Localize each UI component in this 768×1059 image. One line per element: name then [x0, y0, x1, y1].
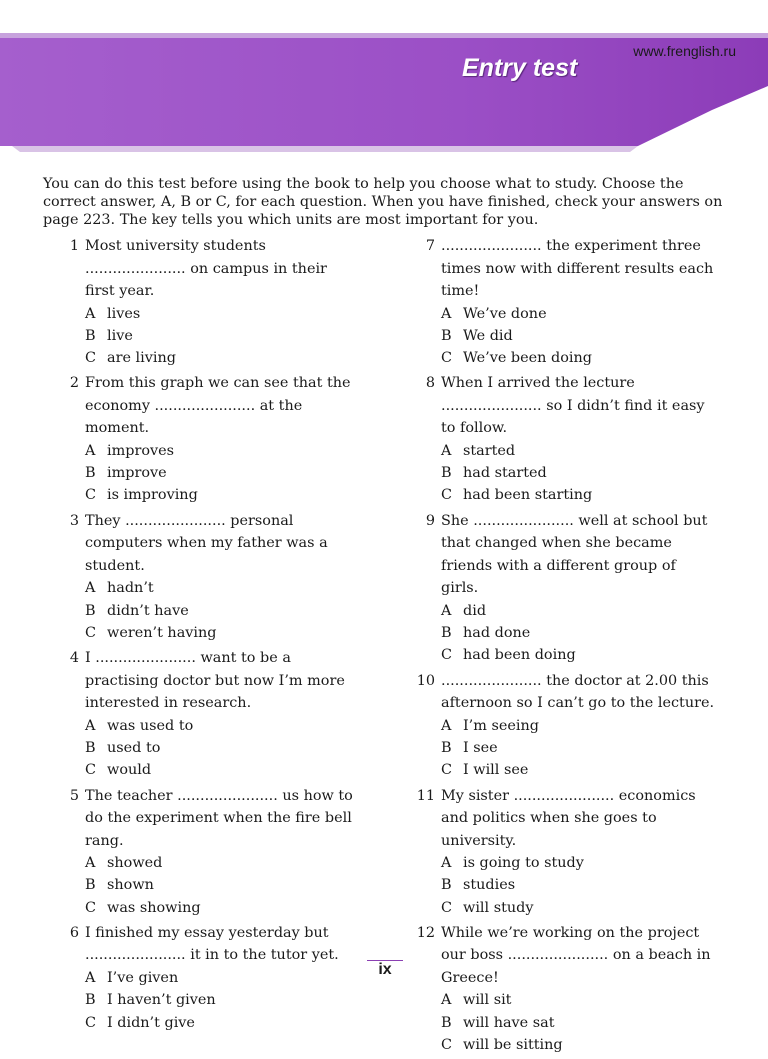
answer-option[interactable] — [441, 897, 716, 919]
option-text: did — [463, 602, 487, 619]
option-text: used to — [107, 739, 161, 756]
option-letter: C — [85, 487, 97, 504]
option-letter: B — [441, 465, 452, 482]
answer-option[interactable] — [441, 852, 716, 874]
option-letter: C — [85, 350, 97, 367]
answer-option[interactable] — [441, 874, 716, 896]
option-text: is going to study — [463, 855, 584, 872]
option-text: are living — [107, 350, 176, 367]
question-12 — [416, 922, 716, 1056]
question-11 — [416, 785, 716, 919]
question-number: 12 — [416, 924, 435, 941]
option-text: was showing — [107, 899, 201, 916]
question-number: 8 — [425, 375, 435, 392]
answer-option[interactable] — [441, 622, 716, 644]
question-stem: I ...................... want to be a practising doctor but now I’m more interested in research. — [85, 650, 345, 712]
question-number: 6 — [69, 924, 79, 941]
answer-option[interactable] — [441, 600, 716, 622]
option-letter: B — [85, 465, 96, 482]
question-8 — [420, 372, 716, 506]
answer-option[interactable] — [441, 759, 716, 781]
question-9 — [420, 510, 716, 667]
option-text: live — [107, 327, 133, 344]
question-stem: My sister ...................... economics and politics when she goes to university. — [441, 787, 696, 849]
option-letter: B — [441, 1014, 452, 1031]
answer-option[interactable] — [85, 600, 360, 622]
question-stem: While we’re working on the project our boss ...................... on a beach in Greece! — [441, 924, 711, 986]
question-number: 10 — [416, 672, 435, 689]
option-text: improve — [107, 465, 167, 482]
question-stem: From this graph we can see that the economy ...................... at the moment. — [85, 375, 351, 437]
questions-column-left — [64, 235, 360, 1037]
question-number: 5 — [69, 787, 79, 804]
answer-option[interactable] — [85, 622, 360, 644]
option-letter: B — [85, 602, 96, 619]
header-banner — [0, 0, 768, 160]
answer-option[interactable] — [441, 737, 716, 759]
answer-option[interactable] — [85, 715, 360, 737]
option-letter: B — [441, 625, 452, 642]
question-stem: They ...................... personal computers when my father was a student. — [85, 512, 328, 574]
option-letter: A — [85, 969, 96, 986]
answer-option[interactable] — [85, 484, 360, 506]
option-text: will sit — [463, 992, 512, 1009]
answer-option[interactable] — [441, 325, 716, 347]
question-stem: When I arrived the lecture ...................... so I didn’t find it easy to follow. — [441, 375, 705, 437]
question-stem: ...................... the doctor at 2.00 this afternoon so I can’t go to the lecture. — [441, 672, 715, 712]
option-text: will be sitting — [463, 1037, 563, 1054]
page-number: ix — [378, 961, 392, 978]
option-text: weren’t having — [107, 624, 217, 641]
option-letter: B — [85, 739, 96, 756]
option-letter: A — [441, 717, 452, 734]
answer-option[interactable] — [441, 440, 716, 462]
answer-option[interactable] — [85, 967, 360, 989]
question-stem: Most university students ...................... on campus in their first year. — [85, 238, 327, 299]
answer-option[interactable] — [441, 484, 716, 506]
option-letter: B — [441, 877, 452, 894]
answer-option[interactable] — [85, 989, 360, 1011]
option-letter: A — [85, 717, 96, 734]
answer-option[interactable] — [441, 303, 716, 325]
option-letter: C — [441, 1037, 453, 1054]
option-text: had done — [463, 625, 531, 642]
option-letter: B — [85, 877, 96, 894]
question-4 — [64, 647, 360, 781]
option-text: studies — [463, 877, 516, 894]
option-text: shown — [107, 877, 154, 894]
option-text: hadn’t — [107, 580, 154, 597]
question-1 — [64, 235, 360, 369]
option-text: had been starting — [463, 487, 593, 504]
answer-option[interactable] — [441, 1012, 716, 1034]
instructions-paragraph: You can do this test before using the book to help you choose what to study. Choose the correct answer, A, B or C, for each question. When you have finished, check your answers on page 223. The key tells you which units are most important for you. — [43, 176, 723, 228]
question-number: 4 — [69, 650, 79, 667]
option-letter: A — [441, 855, 452, 872]
option-letter: A — [85, 442, 96, 459]
answer-option[interactable] — [85, 325, 360, 347]
option-text: showed — [107, 855, 163, 872]
question-5 — [64, 785, 360, 919]
option-letter: A — [441, 602, 452, 619]
option-text: will have sat — [463, 1014, 555, 1031]
answer-option[interactable] — [85, 759, 360, 781]
option-letter: C — [85, 1014, 97, 1031]
option-text: lives — [107, 305, 141, 322]
question-stem: ...................... the experiment three times now with different results each time! — [441, 238, 714, 299]
option-text: I’m seeing — [463, 717, 539, 734]
option-text: I see — [463, 739, 498, 756]
question-number: 2 — [69, 375, 79, 392]
banner-graphic — [0, 0, 768, 160]
answer-option[interactable] — [85, 1012, 360, 1034]
question-number: 7 — [425, 238, 435, 254]
answer-option[interactable] — [441, 1034, 716, 1056]
answer-option[interactable] — [441, 989, 716, 1011]
option-letter: B — [85, 327, 96, 344]
question-stem: I finished my essay yesterday but ...................... it in to the tutor yet. — [85, 924, 339, 964]
option-text: had started — [463, 465, 547, 482]
option-letter: C — [441, 647, 453, 664]
question-2 — [64, 372, 360, 506]
option-letter: A — [441, 442, 452, 459]
questions-column-right — [416, 235, 716, 1059]
option-letter: A — [85, 580, 96, 597]
option-text: I haven’t given — [107, 992, 216, 1009]
question-7 — [420, 235, 716, 369]
option-text: was used to — [107, 717, 194, 734]
option-letter: B — [85, 992, 96, 1009]
answer-option[interactable] — [85, 852, 360, 874]
site-url[interactable]: www.frenglish.ru — [633, 43, 736, 59]
question-number: 1 — [69, 238, 79, 254]
option-text: is improving — [107, 487, 198, 504]
question-number: 11 — [416, 787, 435, 804]
answer-option[interactable] — [85, 737, 360, 759]
option-text: I will see — [463, 762, 529, 779]
option-text: didn’t have — [107, 602, 189, 619]
answer-option[interactable] — [85, 577, 360, 599]
question-stem: The teacher ...................... us how to do the experiment when the fire bell rang. — [85, 787, 353, 849]
option-text: improves — [107, 442, 175, 459]
option-letter: C — [441, 487, 453, 504]
option-letter: A — [85, 305, 96, 322]
answer-option[interactable] — [441, 462, 716, 484]
question-number: 9 — [425, 512, 435, 529]
option-text: We’ve done — [463, 305, 547, 322]
answer-option[interactable] — [441, 347, 716, 369]
option-text: had been doing — [463, 647, 576, 664]
question-3 — [64, 510, 360, 644]
question-10 — [416, 670, 716, 782]
answer-option[interactable] — [85, 462, 360, 484]
option-letter: C — [85, 624, 97, 641]
option-letter: C — [85, 899, 97, 916]
question-stem: She ...................... well at school but that changed when she became friends with a different group of girls. — [441, 512, 708, 597]
option-letter: C — [441, 899, 453, 916]
question-number: 3 — [69, 512, 79, 529]
option-letter: A — [85, 855, 96, 872]
option-letter: C — [441, 762, 453, 779]
answer-option[interactable] — [85, 897, 360, 919]
answer-option[interactable] — [85, 874, 360, 896]
answer-option[interactable] — [85, 303, 360, 325]
option-text: I’ve given — [107, 969, 179, 986]
option-letter: B — [441, 739, 452, 756]
option-letter: C — [441, 350, 453, 367]
option-text: We did — [463, 327, 513, 344]
answer-option[interactable] — [441, 715, 716, 737]
option-text: I didn’t give — [107, 1014, 195, 1031]
question-6 — [64, 922, 360, 1034]
option-text: started — [463, 442, 516, 459]
answer-option[interactable] — [441, 644, 716, 666]
option-letter: A — [441, 992, 452, 1009]
option-text: We’ve been doing — [463, 350, 592, 367]
option-letter: B — [441, 327, 452, 344]
option-letter: A — [441, 305, 452, 322]
option-text: will study — [463, 899, 534, 916]
option-letter: C — [85, 762, 97, 779]
option-text: would — [107, 762, 152, 779]
answer-option[interactable] — [85, 347, 360, 369]
page-title: Entry test — [462, 54, 578, 82]
answer-option[interactable] — [85, 440, 360, 462]
